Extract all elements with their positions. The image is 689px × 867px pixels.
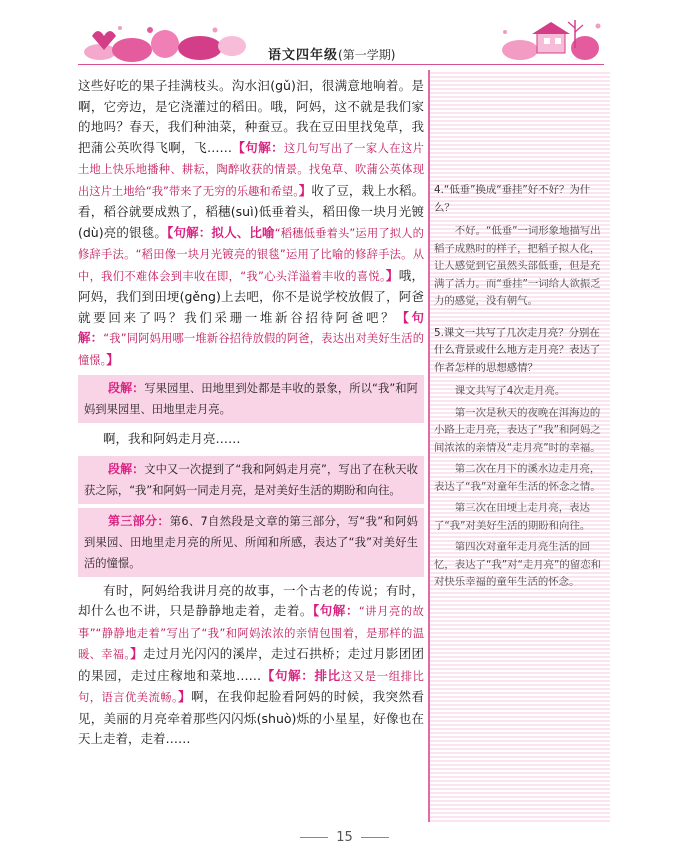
box1-text: 写果园里、田地里到处都是丰收的景象，所以“我”和阿妈到果园里、田地里走月亮。 (84, 382, 418, 416)
answer-5-first: 第一次是秋天的夜晚在洱海边的小路上走月亮，表达了“我”和阿妈之间浓浓的亲情及“走月亮”时的幸福。 (434, 406, 601, 454)
page-number-right-dash (361, 837, 389, 838)
question-5: 5.课文一共写了几次走月亮？分别在什么背景或什么地方走月亮？表达了作者怎样的思想感情？ (434, 326, 601, 374)
p1-jx1-label: 【句解： (232, 139, 284, 155)
p1-jx2-end: 】 (385, 267, 399, 283)
p2-jx1-label: 【句解： (312, 603, 359, 618)
sidebar-notes (428, 70, 610, 822)
spacer (434, 315, 606, 325)
header-title-sub: (第一学期) (338, 48, 396, 62)
p1-text-a: 这些好吃的果子挂满枝头。沟水汩(gǔ)汩，很满意地响着。是啊，它旁边，是它浇灌过的稻田。哦，阿妈，这不就是我们家的地吗？春天，我们种油菜，种蚕豆。我在豆田里找兔草，我把蒲公英吹得飞啊，飞…… (78, 78, 424, 155)
answer-5-summary: 课文共写了4次走月亮。 (454, 385, 566, 397)
answer-5-third: 第三次在田埂上走月亮，表达了“我”对美好生活的期盼和向往。 (434, 502, 591, 532)
box2-label: 段解： (108, 461, 145, 476)
line-walk-moon: 啊，我和阿妈走月亮…… (103, 431, 241, 446)
p1-jx2-text: “稻穗低垂着头”运用了拟人的修辞手法。“稻田像一块月光镀亮的银毯”运用了比喻的修辞手法。从中，我们不难体会到丰收在即，“我”心头洋溢着丰收的喜悦。 (78, 226, 424, 283)
p2-jx2-end: 】 (178, 689, 192, 704)
header-title-main: 语文四年级 (268, 48, 339, 63)
p1-text-b: 收了豆，栽上水稻。看，稻谷就要成熟了，稻穗(suì)低垂着头，稻田像一块月光镀(dù)亮的银毯。 (78, 182, 424, 240)
p1-jx3-text: “我”同阿妈用哪一堆新谷招待放假的阿爸，表达出对美好生活的憧憬。 (78, 332, 424, 367)
p2-jx2-text: 这又是一组排比句，语言优美流畅。 (78, 669, 424, 704)
paragraph-analysis-box-2 (78, 456, 424, 504)
header-rule (78, 64, 604, 65)
p1-jx1-end: 】 (298, 182, 312, 198)
page-number-value: 15 (336, 830, 353, 845)
p1-jx3-end: 】 (106, 351, 119, 367)
p2-text-b: 走过月光闪闪的溪岸，走过石拱桥；走过月影团团的果园，走过庄稼地和菜地…… (78, 646, 424, 683)
box3-label: 第三部分： (108, 513, 170, 528)
p1-jx2-label: 【句解：拟人、比喻 (167, 224, 275, 240)
header-title (268, 44, 395, 63)
part-three-box (78, 508, 424, 577)
p2-text-c: 啊，在我仰起脸看阿妈的时候，我突然看见，美丽的月亮牵着那些闪闪烁(shuò)烁的小星星，好像也在天上走着，走着…… (78, 689, 424, 746)
sidebar-content (434, 182, 606, 596)
p2-jx2-label: 【句解：排比 (261, 667, 341, 683)
answer-4: 不好。“低垂”一词形象地描写出稻子成熟时的样子，把稻子拟人化，让人感觉到它虽然头部低垂，但是充满了活力。而“垂挂”一词给人欲振乏力的感觉，没有朝气。 (434, 225, 601, 307)
question-4: 4.“低垂”换成“垂挂”好不好？为什么？ (434, 184, 591, 214)
p2-text-a: 有时，阿妈给我讲月亮的故事，一个古老的传说；有时，却什么也不讲，只是静静地走着，走着。 (78, 582, 424, 618)
page-header (0, 0, 689, 72)
paragraph-1 (78, 76, 424, 371)
paragraph-2 (78, 581, 424, 750)
paragraph-analysis-box-1 (78, 375, 424, 423)
main-column (78, 76, 424, 750)
page-number-left-dash (300, 837, 328, 838)
box1-label: 段解： (108, 381, 145, 395)
right-decoration (502, 20, 601, 60)
box3-text: 第6、7自然段是文章的第三部分，写“我”和阿妈到果园、田地里走月亮的所见、所闻和所感，表达了“我”对美好生活的憧憬。 (84, 514, 418, 570)
p1-text-c: 哦，阿妈，我们到田埂(gěng)上去吧，你不是说学校放假了，阿爸就要回来了吗？我们采珊一堆新谷招待阿爸吧？ (78, 267, 424, 325)
box2-text: 文中又一次提到了“我和阿妈走月亮”，写出了在秋天收获之际，“我”和阿妈一同走月亮，是对美好生活的期盼和向往。 (84, 462, 418, 497)
left-decoration (84, 26, 246, 62)
p1-jx1-text: 这几句写出了一家人在这片土地上快乐地播种、耕耘，陶醉收获的情景。找兔草、吹蒲公英体现出这片土地给“我”带来了无穷的乐趣和希望。 (78, 141, 424, 198)
answer-5-fourth: 第四次对童年走月亮生活的回忆，表达了“我”对“走月亮”的留恋和对快乐幸福的童年生活的怀念。 (434, 541, 601, 588)
answer-5-second: 第二次在月下的溪水边走月亮，表达了“我”对童年生活的怀念之情。 (434, 463, 601, 493)
page-number (0, 830, 689, 845)
p1-jx3-label: 【句解： (78, 309, 424, 345)
p2-jx1-end: 】 (130, 646, 144, 661)
p2-jx1-text: “讲月亮的故事”“静静地走着”写出了“我”和阿妈浓浓的亲情包围着，是那样的温暖、幸福。 (78, 605, 424, 661)
